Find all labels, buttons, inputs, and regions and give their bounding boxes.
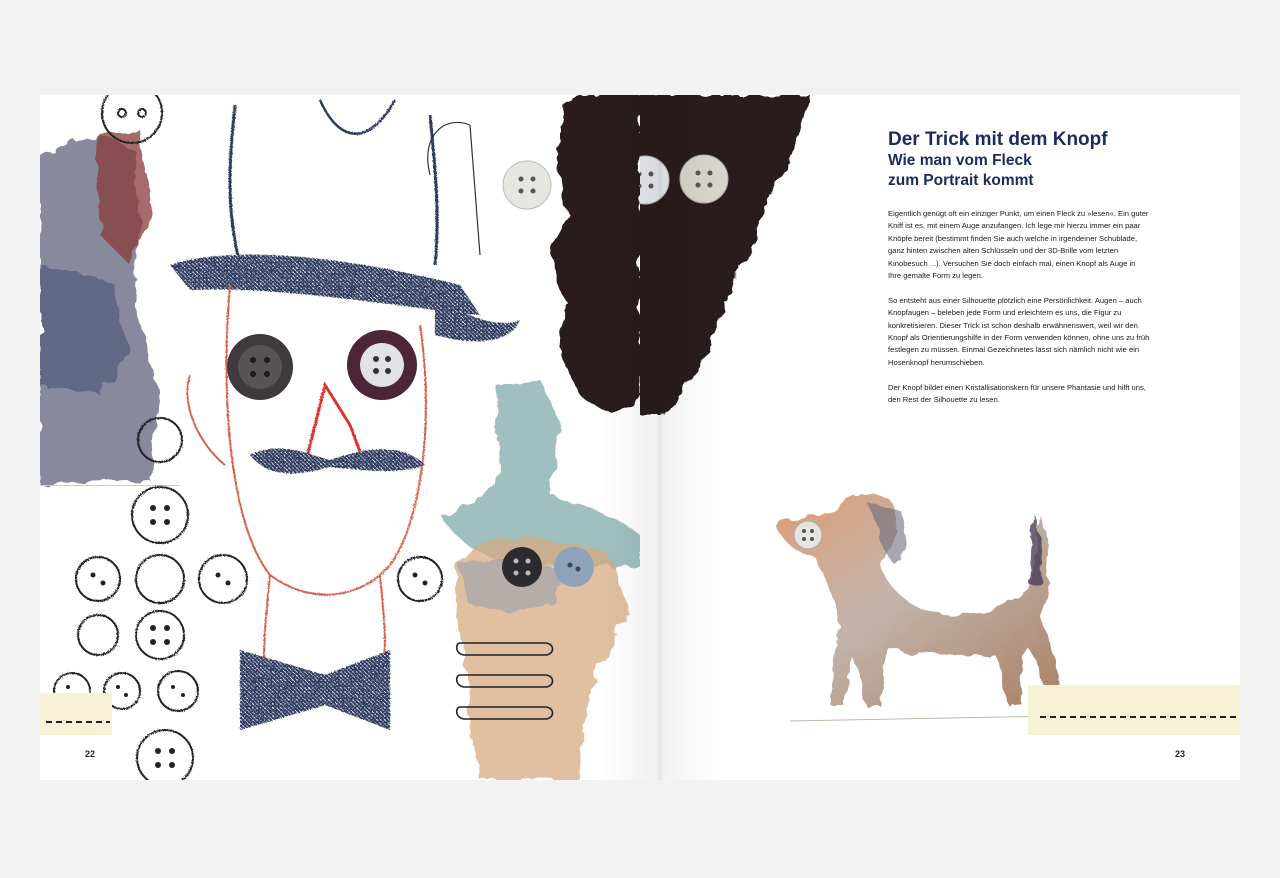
chapter-subtitle: Wie man vom Fleck zum Portrait kommt [888,152,1034,189]
button-eye-dog [794,521,822,549]
paragraph: Der Knopf bildet einen Kristallisationskern für unsere Phantasie und hilft uns, den Rest der Silhouette zu lesen. [888,382,1146,405]
right-page [640,95,1240,780]
book-spread [40,95,1240,780]
button-eye-small-blue [554,547,594,587]
tape-strip-right [1028,685,1240,735]
chapter-heading [888,129,1108,191]
page-number-left: 22 [85,749,96,759]
right-page-illustration [640,95,1240,780]
watercolor-figure-left [40,130,160,485]
ink-blot-figure-right [640,95,810,415]
left-page-illustration [40,95,640,780]
chapter-title: Der Trick mit dem Knopf [888,129,1108,150]
tape-strip-left [40,693,112,735]
ink-blot-figure [553,95,640,410]
button-eye-small-dark [502,547,542,587]
paragraph: Eigentlich genügt oft ein einziger Punkt, um einen Fleck zu »lesen«. Ein guter Kniff ist es, mit einem Auge anzufangen. Ich lege mir hierzu immer ein paar Knöpfe bereit (bestimmt finden Sie auch welche in irgendeiner Schublade, ganz hinten zwischen alten Schlüsseln und der 3D-Brille vom letzten Kinobesuch ...). Versuchen Sie doch einfach mal, einen Knopf als Auge in Ihre gemalte Form zu legen. [888,209,1149,281]
paragraph: So entsteht aus einer Silhouette plötzlich eine Persönlichkeit. Augen – auch Knopfaugen – beleben jede Form und erleichtern es uns, die Figur zu konkretisieren. Dieser Trick ist schon deshalb erwähnenswert, weil wir den Knopf als Orientierungshilfe in der Form verwenden können, ohne uns zu früh festlegen zu müssen. Einmal Gezeichnetes lässt sich nämlich nicht wie ein Hosenknopf herumschieben. [888,295,1150,367]
sketched-button-holes [66,505,428,768]
body-text [888,208,1150,419]
left-page [40,95,640,780]
watercolor-hat-figure [440,380,640,780]
button-eye-right [347,330,417,400]
crayon-hat [170,100,520,341]
button-white-top [503,161,551,209]
crayon-mustache [250,449,425,474]
crayon-bowtie [240,650,390,730]
page-number-right: 23 [1175,749,1186,759]
button-eye-left [227,334,293,400]
button-eye-ink-right [680,155,728,203]
